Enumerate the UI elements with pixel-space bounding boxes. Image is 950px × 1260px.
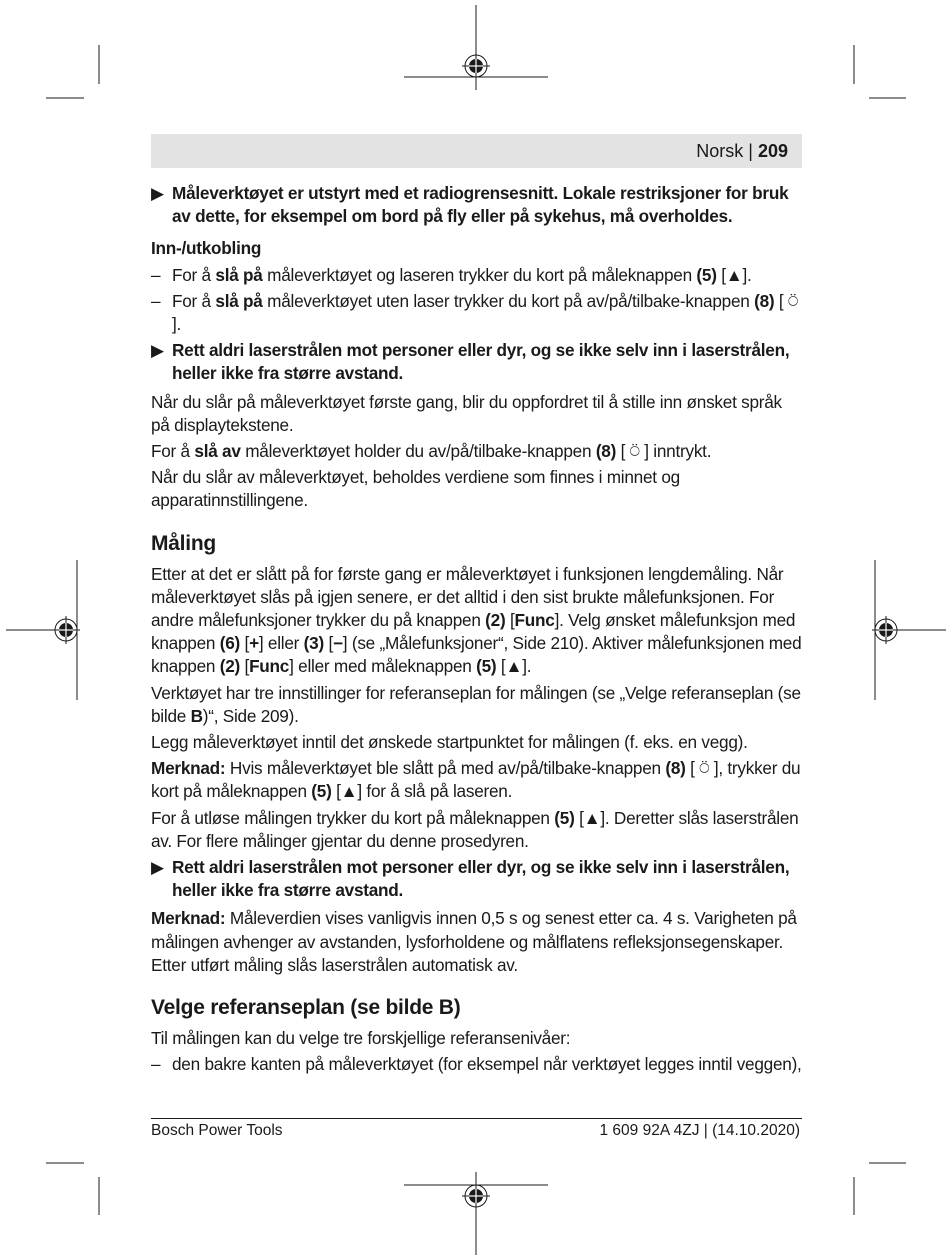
text: [: [323, 633, 333, 654]
text: måleverktøyet uten laser trykker du kort på av/på/tilbake-knappen: [262, 290, 755, 311]
button-ref: (5): [311, 781, 332, 802]
onoff-para-3: Når du slår av måleverktøyet, beholdes verdiene som finnes i minnet og apparatinnstillingene.: [151, 467, 680, 511]
text: [: [240, 633, 250, 654]
button-ref: (5): [476, 656, 497, 677]
text: )“, Side 209).: [202, 705, 299, 726]
button-ref: (8): [665, 758, 686, 779]
dash-bullet: –: [151, 264, 161, 285]
text: [▲]. Deretter slås laserstrålen av. For flere målinger gjentar du denne prosedyren.: [151, 807, 799, 851]
warning-arrow-icon: ▶: [151, 340, 164, 361]
dash-bullet: –: [151, 290, 161, 311]
dash-bullet: –: [151, 1054, 161, 1075]
onoff-heading: Inn-/utkobling: [151, 238, 262, 259]
text: Verktøyet har tre innstillinger for referanseplan for målingen (se „Velge referanseplan (se bilde: [151, 682, 801, 726]
warning-text: Rett aldri laserstrålen mot personer eller dyr, og se ikke selv inn i laserstrålen, heller ikke fra større avstand.: [172, 340, 790, 384]
button-ref: (5): [554, 807, 575, 828]
figure-ref: B: [190, 705, 203, 726]
text: [▲].: [496, 656, 532, 677]
measuring-para-1: [151, 563, 802, 679]
text: [▲] for å slå på laseren.: [331, 781, 513, 802]
text: [ ⍥ ], trykker du kort på måleknappen: [151, 758, 801, 802]
onoff-item-1: [151, 264, 802, 287]
measuring-para-5: [151, 807, 802, 853]
reference-para-1: Til målingen kan du velge tre forskjellige referansenivåer:: [151, 1028, 571, 1049]
page-number: 209: [757, 141, 788, 161]
section-title-measuring: Måling: [151, 531, 216, 555]
button-ref: (8): [595, 441, 617, 462]
text: For å: [172, 290, 216, 311]
text: Etter at det er slått på for første gang er måleverktøyet i funksjonen lengdemåling. Når måleverktøyet slås på igjen senere, er det alltid i den sist brukte målefunksjonen. For andre målefunksjoner trykker du på knappen: [151, 563, 784, 631]
language-label: Norsk: [696, 141, 744, 161]
warning-radio: [151, 182, 802, 228]
onoff-para-2: [151, 440, 802, 463]
warning-laser-2: [151, 856, 802, 902]
button-ref: (3): [303, 633, 324, 654]
onoff-para-1: Når du slår på måleverktøyet første gang, blir du oppfordret til å stille inn ønsket språk på displaytekstene.: [151, 391, 782, 435]
button-ref: (2): [485, 610, 506, 631]
header-separator: |: [743, 141, 758, 161]
key-label: +: [249, 633, 259, 654]
section-title-reference: Velge referanseplan (se bilde B): [151, 996, 461, 1020]
text: måleverktøyet holder du av/på/tilbake-knappen: [240, 441, 596, 462]
warning-arrow-icon: ▶: [151, 183, 164, 203]
button-ref: (5): [696, 264, 717, 285]
key-label: −: [333, 633, 343, 654]
measuring-para-6: [151, 907, 802, 977]
text: For å: [172, 264, 216, 285]
measuring-para-2: [151, 682, 802, 728]
text: [ ⍥ ].: [172, 290, 799, 335]
emphasis: slå på: [215, 264, 263, 285]
text: ] eller med måleknappen: [289, 656, 477, 677]
footer-brand: Bosch Power Tools: [151, 1122, 283, 1139]
text: ] eller: [258, 633, 304, 654]
key-label: Func: [514, 610, 555, 631]
warning-laser-1: [151, 339, 802, 385]
button-ref: (6): [219, 633, 240, 654]
text: [: [505, 610, 515, 631]
text: ] (se „Målefunksjoner“, Side 210). Aktiver målefunksjonen med knappen: [151, 633, 802, 677]
text: den bakre kanten på måleverktøyet (for eksempel når verktøyet legges inntil veggen),: [172, 1054, 802, 1075]
text: Hvis måleverktøyet ble slått på med av/på/tilbake-knappen: [225, 758, 666, 779]
text: [▲].: [716, 264, 752, 285]
measuring-para-4: [151, 757, 802, 803]
key-label: Func: [249, 656, 290, 677]
text: Måleverdien vises vanligvis innen 0,5 s og senest etter ca. 4 s. Varigheten på målingen avhenger av avstanden, lysforholdene og målflatens refleksjonsegenskaper. Etter utført måling slås laserstrålen automatisk av.: [151, 908, 797, 975]
page-header-label: [696, 140, 788, 162]
text: [ ⍥ ] inntrykt.: [616, 441, 712, 462]
onoff-item-2: [151, 290, 802, 336]
text: [: [240, 656, 250, 677]
text: For å utløse målingen trykker du kort på måleknappen: [151, 807, 555, 828]
measuring-para-3: Legg måleverktøyet inntil det ønskede startpunktet for målingen (f. eks. en vegg).: [151, 732, 748, 753]
button-ref: (2): [219, 656, 240, 677]
text: måleverktøyet og laseren trykker du kort på måleknappen: [262, 264, 697, 285]
warning-arrow-icon: ▶: [151, 857, 164, 878]
warning-text: Rett aldri laserstrålen mot personer eller dyr, og se ikke selv inn i laserstrålen, heller ikke fra større avstand.: [172, 857, 790, 901]
emphasis: slå på: [215, 290, 263, 311]
footer-rule: [151, 1118, 802, 1119]
page-header: [151, 134, 802, 168]
emphasis: slå av: [194, 441, 241, 462]
text: ]. Velg ønsket målefunksjon med knappen: [151, 610, 796, 654]
button-ref: (8): [754, 290, 775, 311]
footer-doc-id: 1 609 92A 4ZJ | (14.10.2020): [599, 1122, 800, 1139]
page-content: [151, 182, 802, 1080]
note-label: Merknad:: [151, 758, 226, 779]
reference-item-1: [151, 1053, 802, 1076]
warning-text: Måleverktøyet er utstyrt med et radiogrensesnitt. Lokale restriksjoner for bruk av dette, for eksempel om bord på fly eller på sykehus, må overholdes.: [172, 183, 789, 227]
note-label: Merknad:: [151, 908, 226, 929]
text: For å: [151, 441, 195, 462]
